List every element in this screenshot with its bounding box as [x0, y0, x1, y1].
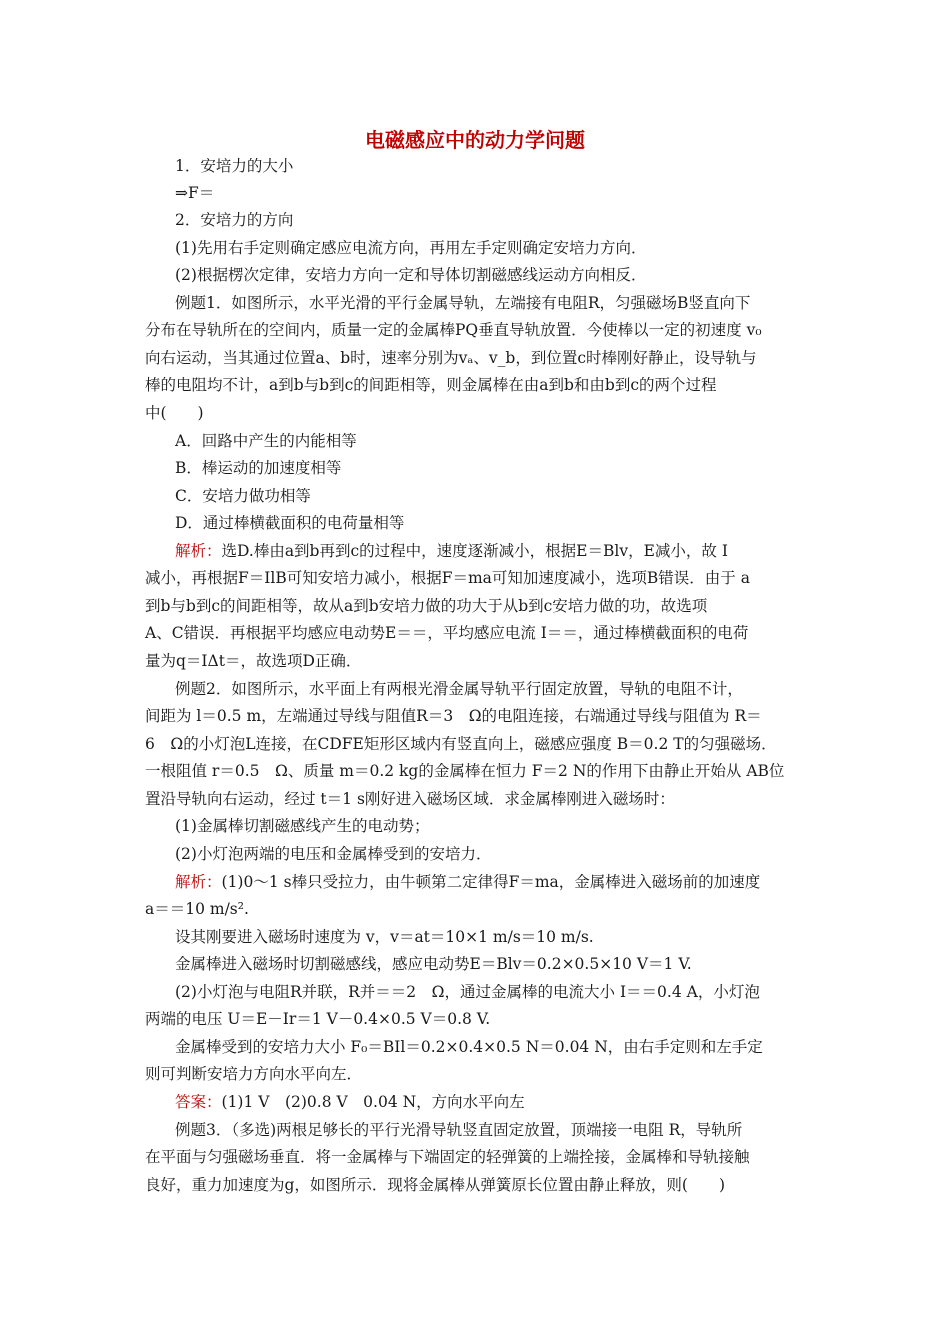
answer-label: 答案： [175, 1093, 222, 1111]
text-line: 到b与b到c的间距相等，故从a到b安培力做的功大于从b到c安培力做的功，故选项 [145, 597, 708, 615]
text-line: 则可判断安培力方向水平向左． [145, 1065, 363, 1083]
text-line: 金属棒进入磁场时切割磁感线，感应电动势E＝Blv＝0.2×0.5×10 V＝1 V. [175, 955, 692, 973]
text-line: 向右运动，当其通过位置a、b时，速率分别为vₐ、v_b，到位置c时棒刚好静止，设导轨与 [145, 349, 757, 367]
text-line: A、C错误．再根据平均感应电动势E＝＝，平均感应电流 I＝＝，通过棒横截面积的电荷 [145, 624, 749, 642]
text-line: 一根阻值 r＝0.5 Ω、质量 m＝0.2 kg的金属棒在恒力 F＝2 N的作用下由静止开始从 AB位 [145, 762, 785, 780]
answer-line [175, 1091, 525, 1113]
text-line: (2)根据楞次定律，安培力方向一定和导体切割磁感线运动方向相反． [175, 266, 647, 284]
option-a: A．回路中产生的内能相等 [175, 432, 357, 450]
text-line: 减小，再根据F＝IlB可知安培力减小，根据F＝ma可知加速度减小，选项B错误．由于 a [145, 569, 750, 587]
solution-text: (1)0～1 s棒只受拉力，由牛顿第二定律得F＝ma，金属棒进入磁场前的加速度 [221, 873, 761, 891]
text-line: 量为q＝IΔt＝，故选项D正确． [145, 652, 362, 670]
option-d: D．通过棒横截面积的电荷量相等 [175, 514, 405, 532]
text-line: 例题3．（多选)两根足够长的平行光滑导轨竖直固定放置，顶端接一电阻 R，导轨所 [175, 1121, 743, 1139]
page-title: 电磁感应中的动力学问题 [365, 128, 585, 152]
text-line: (2)小灯泡与电阻R并联，R并＝＝2 Ω，通过金属棒的电流大小 I＝＝0.4 A，小灯泡 [175, 983, 760, 1001]
text-line: 例题2．如图所示，水平面上有两根光滑金属导轨平行固定放置，导轨的电阻不计， [175, 680, 743, 698]
text-line: 中( ) [145, 404, 204, 422]
text-line: (1)金属棒切割磁感线产生的电动势； [175, 817, 430, 835]
text-line: (2)小灯泡两端的电压和金属棒受到的安培力． [175, 845, 492, 863]
text-line: 1．安培力的大小 [175, 157, 294, 175]
text-line: ⇒F＝ [175, 184, 215, 202]
text-line: 置沿导轨向右运动，经过 t＝1 s刚好进入磁场区域．求金属棒刚进入磁场时： [145, 790, 675, 808]
text-line: 2．安培力的方向 [175, 211, 294, 229]
text-line: 良好，重力加速度为g，如图所示．现将金属棒从弹簧原长位置由静止释放，则( ) [145, 1176, 726, 1194]
text-line: 6 Ω的小灯泡L连接，在CDFE矩形区域内有竖直向上，磁感应强度 B＝0.2 T的匀强磁场． [145, 735, 777, 753]
text-line: 分布在导轨所在的空间内，质量一定的金属棒PQ垂直导轨放置．今使棒以一定的初速度 v₀ [145, 321, 762, 339]
text-line: (1)先用右手定则确定感应电流方向，再用左手定则确定安培力方向． [175, 239, 647, 257]
solution-line [175, 540, 728, 562]
text-line: 两端的电压 U＝E－Ir＝1 V－0.4×0.5 V＝0.8 V. [145, 1010, 491, 1028]
text-line: 在平面与匀强磁场垂直．将一金属棒与下端固定的轻弹簧的上端拴接，金属棒和导轨接触 [145, 1148, 750, 1166]
text-line: 例题1．如图所示，水平光滑的平行金属导轨，左端接有电阻R，匀强磁场B竖直向下 [175, 294, 751, 312]
solution-text: 选D.棒由a到b再到c的过程中，速度逐渐减小，根据E＝Blv，E减小，故 I [221, 542, 728, 560]
text-line: 间距为 l＝0.5 m，左端通过导线与阻值R＝3 Ω的电阻连接，右端通过导线与阻值为 R＝ [145, 707, 762, 725]
option-c: C．安培力做功相等 [175, 487, 311, 505]
option-b: B．棒运动的加速度相等 [175, 459, 342, 477]
solution-label: 解析： [175, 873, 222, 891]
text-line: 设其刚要进入磁场时速度为 v，v＝at＝10×1 m/s＝10 m/s. [175, 928, 594, 946]
text-line: a＝＝10 m/s². [145, 900, 249, 918]
solution-label: 解析： [175, 542, 222, 560]
answer-text: (1)1 V (2)0.8 V 0.04 N，方向水平向左 [221, 1093, 525, 1111]
solution-line [175, 871, 760, 893]
text-line: 金属棒受到的安培力大小 F₀＝BIl＝0.2×0.4×0.5 N＝0.04 N，由右手定则和左手定 [175, 1038, 763, 1056]
text-line: 棒的电阻均不计，a到b与b到c的间距相等，则金属棒在由a到b和由b到c的两个过程 [145, 376, 717, 394]
